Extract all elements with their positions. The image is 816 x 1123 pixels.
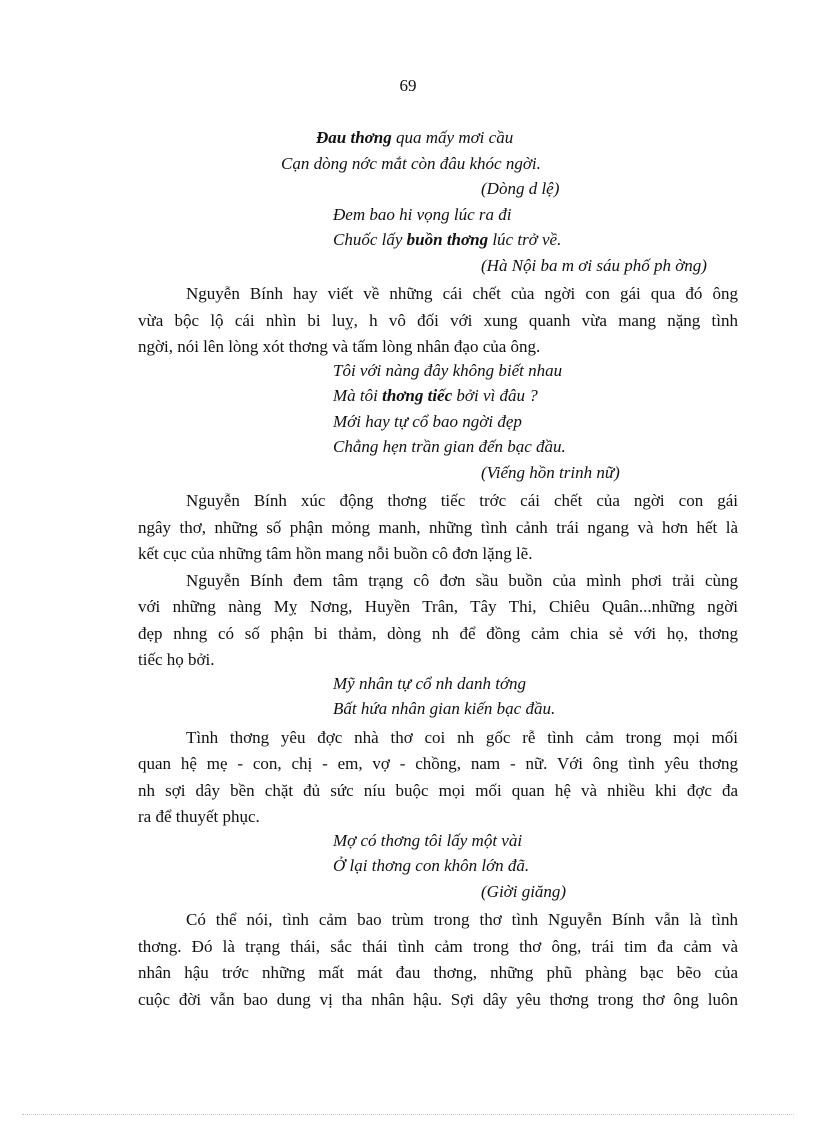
source-citation: (Giời giăng) bbox=[481, 881, 567, 901]
verse-bold-phrase: buồn thơng bbox=[406, 230, 489, 249]
paragraph bbox=[138, 568, 738, 674]
paragraph-line: kết cục của những tâm hồn mang nỗi buồn cô đơn lặng lẽ. bbox=[138, 544, 533, 563]
page-number: 69 bbox=[399, 76, 417, 95]
verse-bold-phrase: thơng tiếc bbox=[382, 386, 453, 405]
verse-line: Mới hay tự cổ bao ngời đẹp bbox=[333, 411, 522, 431]
verse-line: Ở lại thơng con khôn lớn đã. bbox=[333, 856, 530, 875]
paragraph-line: với những nàng Mỵ Nơng, Huyền Trân, Tây Thi, Chiêu Quân...những ngời bbox=[138, 597, 738, 616]
paragraph bbox=[138, 725, 738, 831]
page-bottom-divider bbox=[22, 1114, 794, 1115]
verse-text: lúc trở về. bbox=[492, 230, 562, 249]
paragraph bbox=[138, 907, 738, 1013]
paragraph bbox=[138, 488, 738, 568]
source-citation: (Hà Nội ba m ơi sáu phố ph ờng) bbox=[481, 255, 707, 275]
verse-line: Tôi với nàng đây không biết nhau bbox=[333, 360, 563, 380]
source-citation: (Viếng hồn trinh nữ) bbox=[481, 462, 620, 482]
verse-line bbox=[138, 128, 738, 154]
paragraph bbox=[138, 281, 738, 361]
paragraph-line: ra để thuyết phục. bbox=[138, 807, 260, 826]
paragraph-line: ngời, nói lên lòng xót thơng và tấm lòng nhân đạo của ông. bbox=[138, 337, 541, 356]
source-citation: (Dòng d lệ) bbox=[481, 179, 560, 198]
verse-line bbox=[138, 386, 738, 412]
paragraph-line: quan hệ mẹ - con, chị - em, vợ - chồng, nam - nữ. Với ông tình yêu thơng bbox=[138, 754, 738, 773]
paragraph-line: ngây thơ, những số phận mỏng manh, những tình cảnh trái ngang và hơn hết là bbox=[138, 517, 738, 537]
paragraph-line: vừa bộc lộ cái nhìn bi luỵ, h vô đối với xung quanh vừa mang nặng tình bbox=[138, 310, 738, 330]
paragraph-line: nhân hậu trớc những mất mát đau thơng, những phũ phàng bạc bẽo của bbox=[138, 963, 738, 982]
verse-text: bởi vì đâu ? bbox=[456, 386, 538, 405]
paragraph-line: cuộc đời vẫn bao dung vị tha nhân hậu. Sợi dây yêu thơng trong thơ ông luôn bbox=[138, 989, 738, 1009]
verse-line: Bất hứa nhân gian kiến bạc đầu. bbox=[333, 699, 556, 718]
page-body bbox=[138, 128, 738, 1013]
paragraph-line: Nguyễn Bính hay viết về những cái chết của ngời con gái qua đó ông bbox=[186, 284, 738, 303]
paragraph-line: Tình thơng yêu đợc nhà thơ coi nh gốc rễ tình cảm trong mọi mối bbox=[186, 727, 738, 747]
verse-text: Mà tôi bbox=[333, 386, 378, 405]
verse-line: Mợ có thơng tôi lấy một vài bbox=[333, 830, 523, 850]
paragraph-line: tiếc họ bởi. bbox=[138, 650, 215, 669]
verse-line bbox=[138, 230, 738, 256]
verse-line: Cạn dòng nớc mắt còn đâu khóc ngời. bbox=[281, 153, 541, 173]
verse-line: Mỹ nhân tự cổ nh danh tớng bbox=[333, 673, 527, 693]
verse-text: Chuốc lấy bbox=[333, 230, 403, 249]
paragraph-line: Nguyễn Bính đem tâm trạng cô đơn sầu buồn của mình phơi trải cùng bbox=[186, 570, 738, 590]
verse-line: Chẳng hẹn trần gian đến bạc đầu. bbox=[333, 437, 566, 456]
paragraph-line: thơng. Đó là trạng thái, sắc thái tình cảm trong thơ ông, trái tim đa cảm và bbox=[138, 936, 738, 956]
paragraph-line: đẹp nhng có số phận bi thảm, dòng nh để đồng cảm chia sẻ với họ, thơng bbox=[138, 623, 738, 643]
paragraph-line: Nguyễn Bính xúc động thơng tiếc trớc cái chết của ngời con gái bbox=[186, 491, 738, 510]
verse-line: Đem bao hi vọng lúc ra đi bbox=[333, 204, 512, 224]
verse-text: qua mấy mơi cầu bbox=[396, 128, 514, 147]
paragraph-line: nh sợi dây bền chặt đủ sức níu buộc mọi mối quan hệ và nhiều khi đợc đa bbox=[138, 780, 738, 800]
paragraph-line: Có thể nói, tình cảm bao trùm trong thơ tình Nguyễn Bính vẫn là tình bbox=[186, 910, 738, 929]
verse-bold-phrase: Đau thơng bbox=[316, 128, 392, 147]
